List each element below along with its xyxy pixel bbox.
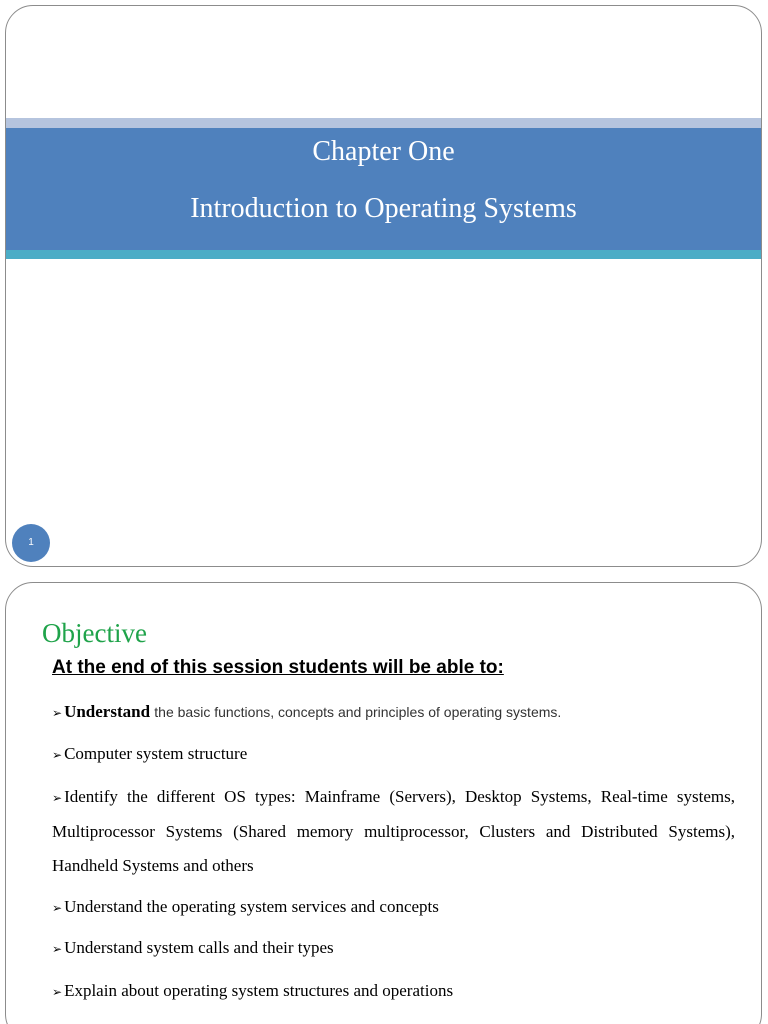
title-band-top-stripe [6, 118, 761, 128]
title-band-bottom-stripe [6, 250, 761, 259]
objective-bullet-2 [52, 737, 735, 772]
bullet-text: Understand the operating system services and concepts [64, 897, 439, 916]
objective-heading: Objective [42, 618, 147, 648]
arrow-bullet-icon: ➢ [52, 942, 63, 956]
objective-subheading: At the end of this session students will be able to: [52, 657, 504, 678]
arrow-bullet-icon: ➢ [52, 706, 63, 720]
arrow-bullet-icon: ➢ [52, 791, 63, 805]
arrow-bullet-icon: ➢ [52, 901, 63, 915]
objective-bullet-6 [52, 974, 735, 1009]
arrow-bullet-icon: ➢ [52, 748, 63, 762]
slide-2 [5, 582, 762, 1024]
objective-bullet-1 [52, 695, 735, 730]
bullet-text: the basic functions, concepts and principles of operating systems. [154, 704, 562, 720]
bullet-text: Explain about operating system structures and operations [64, 981, 454, 1000]
chapter-title: Chapter One [312, 136, 455, 167]
objective-bullet-5 [52, 931, 735, 966]
bullet-text: Computer system structure [64, 744, 248, 763]
bullet-text: Identify the different OS types: Mainframe (Servers), Desktop Systems, Real-time systems, Multiprocessor Systems (Shared memory multiprocessor, Clusters and Distributed Systems), Handheld Systems and others [52, 787, 735, 875]
objective-bullet-4 [52, 890, 735, 925]
bullet-text: Understand system calls and their types [64, 938, 334, 957]
objective-bullet-3 [52, 780, 735, 883]
bullet-bold-text: Understand [64, 702, 151, 721]
page-number-badge: 1 [12, 524, 50, 562]
arrow-bullet-icon: ➢ [52, 985, 63, 999]
chapter-subtitle: Introduction to Operating Systems [190, 193, 577, 224]
slide-1 [5, 5, 762, 567]
